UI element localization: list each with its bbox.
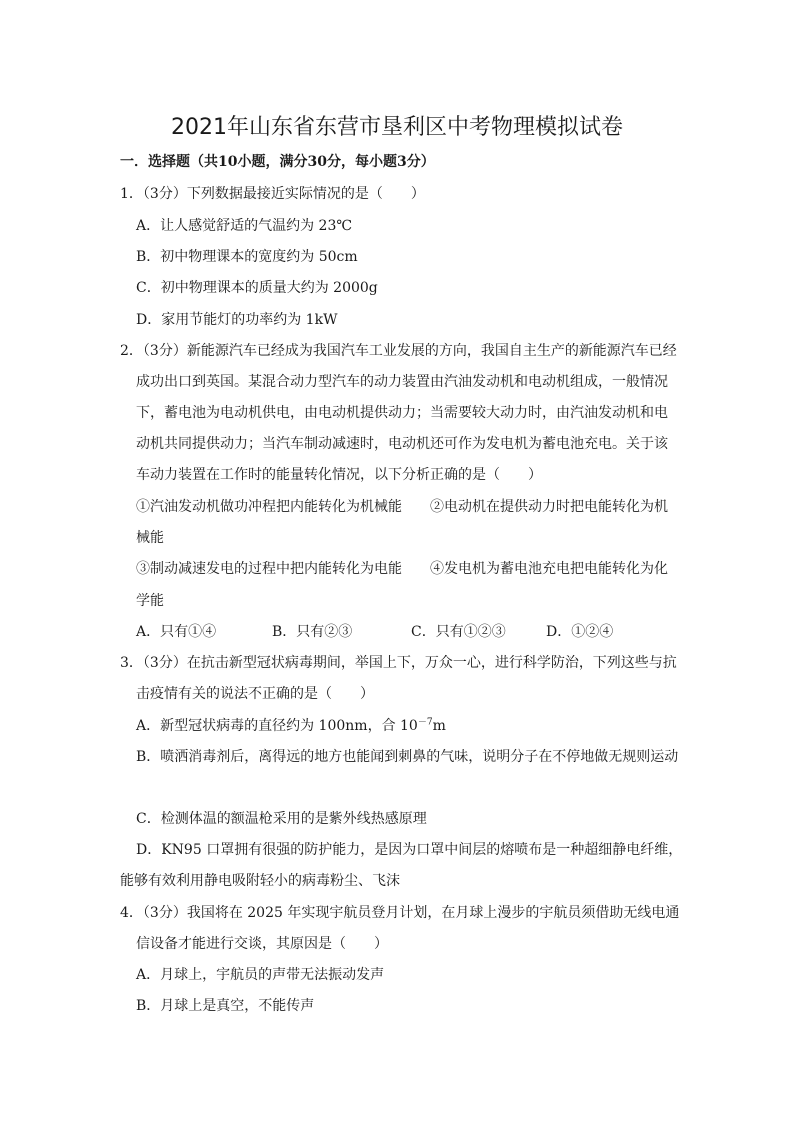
q3-option-c: C．检测体温的额温枪采用的是紫外线热感原理 bbox=[136, 811, 427, 827]
q3-option-d-line-2: 能够有效利用静电吸附轻小的病毒粉尘、飞沫 bbox=[120, 873, 400, 889]
q3-option-a-unit: m bbox=[432, 718, 446, 734]
q3-option-a bbox=[136, 716, 446, 736]
q1-option-d: D．家用节能灯的功率约为 1kW bbox=[136, 312, 338, 328]
q2-statement-4-cont: 学能 bbox=[136, 593, 164, 609]
q3-stem-line-2: 击疫情有关的说法不正确的是（ ） bbox=[136, 686, 374, 702]
q2-stem-line-1: 2．（3分）新能源汽车已经成为我国汽车工业发展的方向，我国自主生产的新能源汽车已经 bbox=[120, 343, 677, 359]
q1-stem: 1．（3分）下列数据最接近实际情况的是（ ） bbox=[120, 186, 425, 202]
q1-option-b: B．初中物理课本的宽度约为 50cm bbox=[136, 249, 358, 265]
q3-option-d-line-1: D．KN95 口罩拥有很强的防护能力，是因为口罩中间层的熔喷布是一种超细静电纤维， bbox=[136, 842, 683, 858]
q1-option-a: A．让人感觉舒适的气温约为 23℃ bbox=[136, 218, 353, 234]
q2-stem-line-4: 动机共同提供动力；当汽车制动减速时，电动机还可作为发电机为蓄电池充电。关于该 bbox=[136, 436, 668, 452]
q2-statement-4: ④发电机为蓄电池充电把电能转化为化 bbox=[430, 561, 668, 577]
q3-option-a-exponent: －7 bbox=[417, 717, 433, 728]
exam-title: 2021年山东省东营市垦利区中考物理模拟试卷 bbox=[171, 115, 623, 140]
q2-statement-2-cont: 械能 bbox=[136, 530, 164, 546]
q2-stem-line-5: 车动力装置在工作时的能量转化情况，以下分析正确的是（ ） bbox=[136, 467, 542, 483]
q3-option-b: B．喷洒消毒剂后，离得远的地方也能闻到刺鼻的气味，说明分子在不停地做无规则运动 bbox=[136, 749, 679, 765]
q4-stem-line-1: 4．（3分）我国将在 2025 年实现宇航员登月计划，在月球上漫步的宇航员须借助无线电通 bbox=[120, 905, 680, 921]
q2-option-a: A．只有①④ bbox=[136, 624, 217, 640]
q3-stem-line-1: 3．（3分）在抗击新型冠状病毒期间，举国上下，万众一心，进行科学防治，下列这些与抗 bbox=[120, 655, 677, 671]
q2-stem-line-2: 成功出口到英国。某混合动力型汽车的动力装置由汽油发动机和电动机组成，一般情况 bbox=[136, 374, 668, 390]
section-heading: 一．选择题（共10小题，满分30分，每小题3分） bbox=[120, 154, 435, 170]
q2-option-b: B．只有②③ bbox=[272, 624, 353, 640]
q2-statement-1: ①汽油发动机做功冲程把内能转化为机械能 bbox=[136, 499, 402, 515]
q2-stem-line-3: 下，蓄电池为电动机供电，由电动机提供动力；当需要较大动力时，由汽油发动机和电 bbox=[136, 405, 668, 421]
q2-option-d: D．①②④ bbox=[546, 624, 614, 640]
q2-statement-3: ③制动减速发电的过程中把内能转化为电能 bbox=[136, 561, 402, 577]
q4-option-b: B．月球上是真空，不能传声 bbox=[136, 998, 315, 1014]
q1-option-c: C．初中物理课本的质量大约为 2000g bbox=[136, 280, 378, 296]
q2-option-c: C．只有①②③ bbox=[411, 624, 506, 640]
q4-stem-line-2: 信设备才能进行交谈，其原因是（ ） bbox=[136, 936, 388, 952]
q3-option-a-text: A．新型冠状病毒的直径约为 100nm，合 10 bbox=[136, 718, 418, 734]
q2-statement-2: ②电动机在提供动力时把电能转化为机 bbox=[430, 499, 668, 515]
q4-option-a: A．月球上，宇航员的声带无法振动发声 bbox=[136, 967, 385, 983]
